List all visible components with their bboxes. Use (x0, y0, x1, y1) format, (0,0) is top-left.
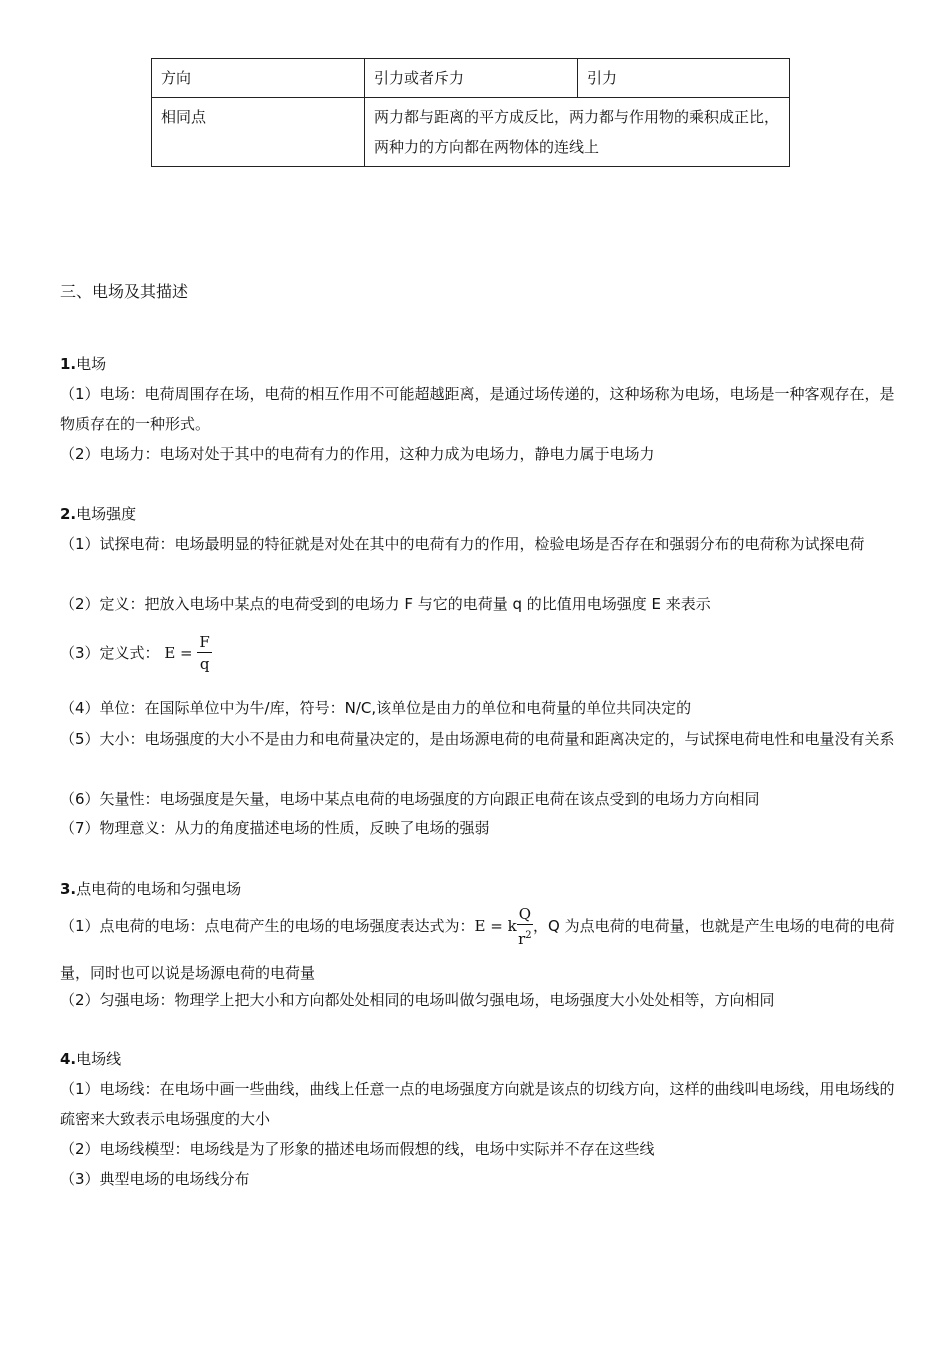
table-cell: 方向 (152, 59, 365, 98)
denominator-base: r (518, 929, 526, 948)
paragraph: （1）电场线：在电场中画一些曲线，曲线上任意一点的电场强度方向就是该点的切线方向，这样的曲线叫电场线，用电场线的疏密来大致表示电场强度的大小 (60, 1080, 895, 1128)
subsection-heading (60, 1049, 895, 1069)
table-row (152, 59, 790, 98)
subsection-heading (60, 504, 895, 524)
formula-prefix: （3）定义式： (60, 644, 160, 662)
subsection-heading (60, 879, 895, 899)
paragraph: （7）物理意义：从力的角度描述电场的性质，反映了电场的强弱 (60, 819, 490, 837)
paragraph: （5）大小：电场强度的大小不是由力和电荷量决定的，是由场源电荷的电荷量和距离决定的，与试探电荷电性和电量没有关系 (60, 730, 895, 748)
paragraph: （6）矢量性：电场强度是矢量，电场中某点电荷的电场强度的方向跟正电荷在该点受到的电场力方向相同 (60, 790, 760, 808)
paragraph: （2）电场力：电场对处于其中的电荷有力的作用，这种力成为电场力，静电力属于电场力 (60, 445, 655, 463)
table-cell: 两力都与距离的平方成反比，两力都与作用物的乘积成正比，两种力的方向都在两物体的连线上 (365, 98, 790, 167)
subsection-title: 电场强度 (76, 505, 137, 523)
subsection-number: 2. (60, 505, 77, 523)
formula-line (60, 630, 895, 676)
paragraph: （2）电场线模型：电场线是为了形象的描述电场而假想的线，电场中实际并不存在这些线 (60, 1140, 655, 1158)
paragraph: （2）定义：把放入电场中某点的电荷受到的电场力 F 与它的电荷量 q 的比值用电场强度 E 来表示 (60, 595, 711, 613)
subsection-number: 1. (60, 355, 77, 373)
subsection-title: 电场 (76, 355, 107, 373)
fraction (197, 632, 211, 675)
table-cell: 相同点 (152, 98, 365, 167)
paragraph: （3）典型电场的电场线分布 (60, 1170, 250, 1188)
fraction (517, 904, 533, 950)
fraction-denominator: q (199, 655, 210, 673)
paragraph: （1）试探电荷：电场最明显的特征就是对处在其中的电荷有力的作用，检验电场是否存在和强弱分布的电荷称为试探电荷 (60, 535, 865, 553)
formula-prefix: （1）点电荷的电场：点电荷产生的电场的电场强度表达式为： (60, 917, 475, 935)
subsection-number: 4. (60, 1050, 77, 1068)
fraction-denominator (517, 925, 533, 950)
subsection-number: 3. (60, 880, 77, 898)
denominator-exponent: 2 (525, 929, 532, 941)
subsection-title: 点电荷的电场和匀强电场 (76, 880, 242, 898)
fraction-numerator: Q (518, 904, 532, 923)
formula-suffix: ，Q 为点电荷的电荷量，也就是产生电场的电荷的电荷量，同时也可以说是场源电荷的电荷量 (60, 917, 895, 982)
paragraph (60, 903, 898, 996)
paragraph: （2）匀强电场：物理学上把大小和方向都处处相同的电场叫做匀强电场，电场强度大小处处相等，方向相同 (60, 991, 775, 1009)
comparison-table (151, 58, 790, 167)
formula-lhs: E = k (474, 917, 517, 935)
fraction-numerator: F (199, 633, 210, 651)
table-cell: 引力或者斥力 (365, 59, 578, 98)
table-row (152, 98, 790, 167)
formula-lhs: E = (164, 644, 193, 662)
paragraph: （4）单位：在国际单位中为牛/库，符号：N/C,该单位是由力的单位和电荷量的单位共同决定的 (60, 699, 692, 717)
subsection-heading (60, 354, 895, 374)
subsection-title: 电场线 (76, 1050, 122, 1068)
paragraph: （1）电场：电荷周围存在场，电荷的相互作用不可能超越距离，是通过场传递的，这种场称为电场，电场是一种客观存在，是物质存在的一种形式。 (60, 385, 895, 433)
section-heading: 三、电场及其描述 (60, 282, 189, 301)
table-cell: 引力 (578, 59, 790, 98)
